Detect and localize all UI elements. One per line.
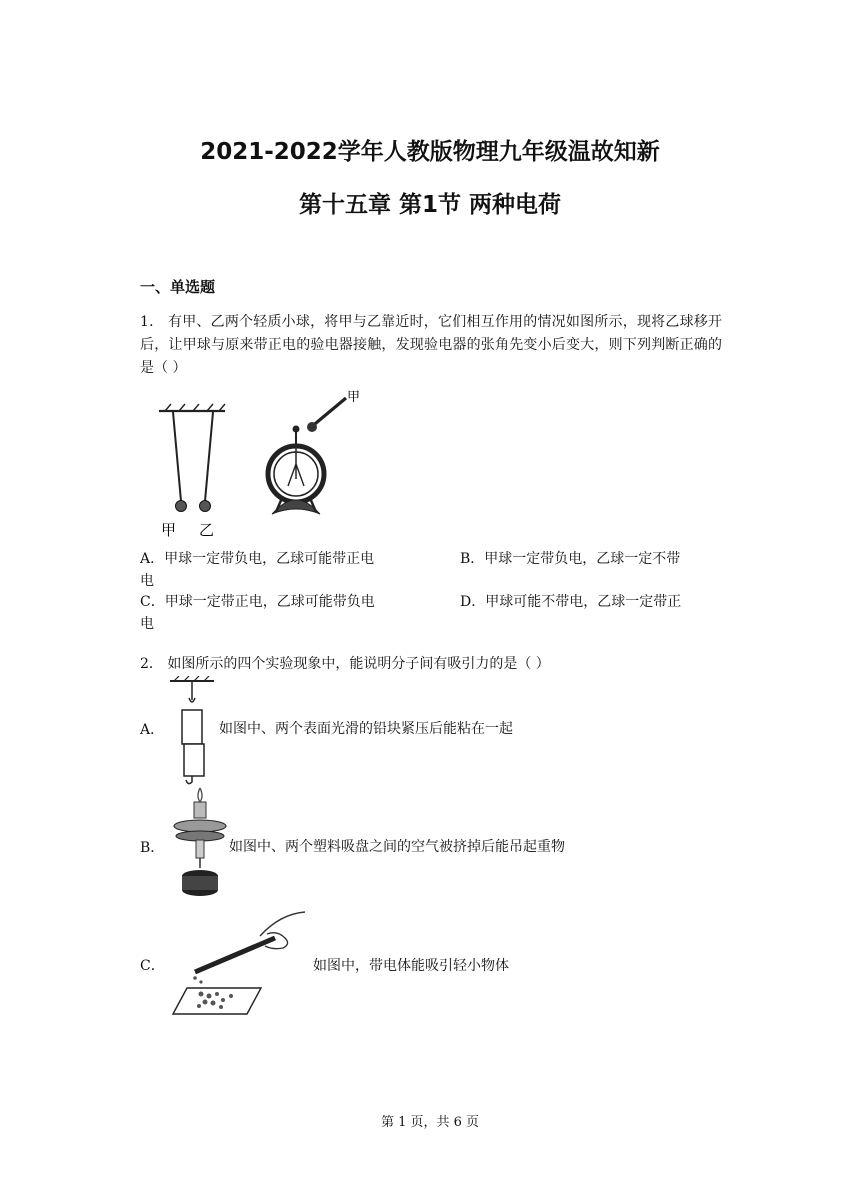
q2-option-a-text: 如图中、两个表面光滑的铅块紧压后能粘在一起	[219, 721, 513, 737]
q1-option-b-wrap: 电	[140, 573, 154, 589]
document-title: 2021-2022学年人教版物理九年级温故知新	[200, 139, 660, 165]
q1-option-a: A．甲球一定带负电，乙球可能带正电	[140, 551, 375, 567]
q2-option-c-label: C．	[140, 958, 165, 974]
q2-option-b-text: 如图中、两个塑料吸盘之间的空气被挤掉后能吊起重物	[229, 839, 565, 855]
q2-option-a-label: A．	[140, 722, 165, 738]
q1-option-d-wrap: 电	[140, 616, 154, 632]
question-1-stem: 1． 有甲、乙两个轻质小球，将甲与乙靠近时，它们相互作用的情况如图所示，现将乙球移开后，让甲球与原来带正电的验电器接触，发现验电器的张角先变小后变大，则下列判断正确的是（ ）	[140, 314, 722, 376]
section-heading: 一、单选题	[140, 278, 216, 296]
q2-option-b-label: B．	[140, 840, 165, 856]
q2-option-c-text: 如图中，带电体能吸引轻小物体	[313, 958, 509, 974]
suction-cups-figure	[170, 786, 230, 908]
ball-b-label: 乙	[199, 521, 215, 539]
rod-label: 甲	[347, 390, 361, 405]
page-footer: 第 1 页，共 6 页	[380, 1115, 480, 1130]
charged-rod-figure	[165, 908, 310, 1020]
lead-blocks-figure	[168, 676, 218, 786]
q1-option-c: C．甲球一定带正电，乙球可能带负电	[140, 594, 375, 610]
chapter-title: 第十五章 第1节 两种电荷	[298, 192, 562, 218]
hanging-balls-figure	[155, 402, 230, 547]
question-2-stem: 2． 如图所示的四个实验现象中，能说明分子间有吸引力的是（ ）	[140, 656, 550, 672]
q1-option-d: D．甲球可能不带电，乙球一定带正	[460, 594, 682, 610]
electroscope-figure	[262, 384, 372, 524]
q1-option-b: B．甲球一定带负电，乙球一定不带	[460, 551, 681, 567]
ball-a-label: 甲	[161, 521, 177, 539]
